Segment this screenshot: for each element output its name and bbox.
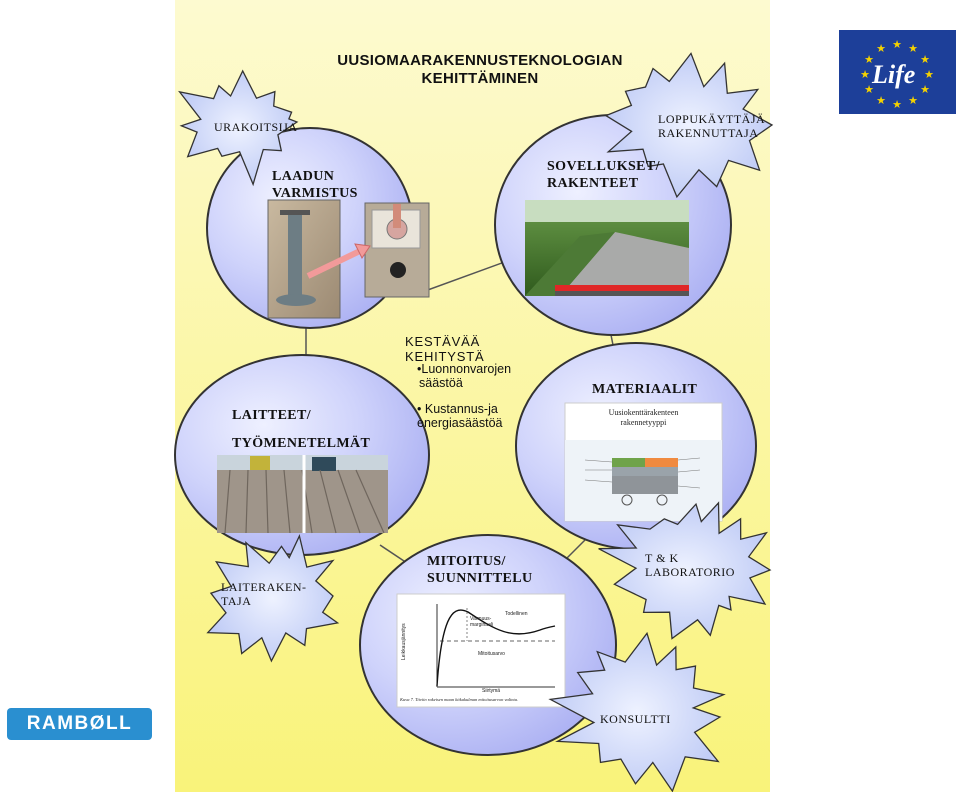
applications-label bbox=[547, 158, 660, 192]
svg-text:★: ★ bbox=[892, 38, 902, 51]
svg-text:★: ★ bbox=[864, 53, 874, 66]
star-end-user-label bbox=[658, 112, 765, 140]
svg-text:★: ★ bbox=[876, 42, 886, 55]
design-label bbox=[427, 553, 533, 587]
star-end-user-line1: LOPPUKÄYTTÄJÄ bbox=[658, 112, 766, 126]
title-line2: KEHITTÄMINEN bbox=[421, 70, 539, 87]
center-item-2-line2: energiasäästöä bbox=[417, 416, 503, 430]
center-heading-line1: KESTÄVÄÄ bbox=[405, 334, 481, 349]
center-heading-line2: KEHITYSTÄ bbox=[405, 349, 485, 364]
star-contractor-label: URAKOITSIJA bbox=[214, 120, 298, 134]
life-logo-text: Life bbox=[872, 60, 916, 89]
star-end-user-line2: RAKENNUTTAJA bbox=[658, 126, 759, 140]
star-lab-line2: LABORATORIO bbox=[645, 565, 735, 579]
equipment-label-line1: LAITTEET/ bbox=[232, 408, 312, 423]
center-item-2-text: Kustannus-ja bbox=[424, 402, 498, 416]
materials-figure-title-line1: Uusiokenttärakenteen bbox=[608, 408, 679, 417]
svg-text:★: ★ bbox=[892, 98, 902, 111]
svg-text:★: ★ bbox=[920, 83, 930, 96]
materials-figure-title bbox=[565, 408, 722, 428]
equipment-label bbox=[232, 402, 370, 458]
quality-photo-left bbox=[268, 200, 340, 318]
center-item-1-line1: •Luonnonvarojen bbox=[417, 362, 512, 376]
star-consultant-label: KONSULTTI bbox=[600, 712, 671, 726]
ramboll-logo: RAMBØLL bbox=[7, 708, 152, 740]
star-equipment-maker-line2: TAJA bbox=[221, 594, 252, 608]
center-item-1 bbox=[417, 362, 511, 390]
road-photo bbox=[525, 200, 689, 296]
design-label-line1: MITOITUS/ bbox=[427, 554, 506, 569]
poster-title bbox=[300, 52, 660, 88]
applications-label-line2: RAKENTEET bbox=[547, 176, 639, 191]
quality-label-line1: LAADUN bbox=[272, 169, 335, 184]
design-caption: Kuva 7. Tiiviin rakeisen maan kitkakulman mitoitusarvon valinta. bbox=[400, 697, 519, 702]
star-lab-label bbox=[645, 551, 735, 579]
materials-figure-title-line2: rakennetyyppi bbox=[620, 418, 667, 427]
center-heading bbox=[405, 334, 484, 364]
svg-text:★: ★ bbox=[860, 68, 870, 81]
star-equipment-maker-line1: LAITERAKEN- bbox=[221, 580, 307, 594]
design-xlabel: Siirtymä bbox=[482, 688, 501, 694]
equipment-photo bbox=[217, 455, 388, 533]
svg-text:★: ★ bbox=[924, 68, 934, 81]
title-line1: UUSIOMAARAKENNUSTEKNOLOGIAN bbox=[337, 52, 623, 69]
quality-label-line2: VARMISTUS bbox=[272, 186, 358, 201]
applications-label-line1: SOVELLUKSET/ bbox=[547, 159, 660, 174]
quality-photo-right bbox=[365, 203, 429, 297]
design-label-line2: SUUNNITTELU bbox=[427, 571, 533, 586]
center-item-1-text: Luonnonvarojen bbox=[421, 362, 512, 376]
materials-label: MATERIAALIT bbox=[592, 382, 698, 397]
center-item-2 bbox=[417, 402, 502, 430]
design-ylabel: Leikkausjännitys bbox=[401, 623, 407, 660]
equipment-label-line2: TYÖMENETELMÄT bbox=[232, 436, 371, 451]
center-item-1-line2: säästöä bbox=[419, 376, 463, 390]
svg-text:★: ★ bbox=[908, 42, 918, 55]
svg-text:★: ★ bbox=[908, 94, 918, 107]
svg-text:★: ★ bbox=[876, 94, 886, 107]
design-residual-label: Mitoitusarvo bbox=[478, 651, 505, 657]
svg-text:★: ★ bbox=[864, 83, 874, 96]
design-curve-label: Todellinen bbox=[505, 611, 528, 617]
star-lab-line1: T & K bbox=[645, 551, 679, 565]
svg-text:★: ★ bbox=[920, 53, 930, 66]
quality-label bbox=[272, 168, 358, 202]
design-peak-label: Varmuus-marginaali bbox=[470, 616, 494, 628]
star-equipment-maker-label bbox=[221, 580, 306, 608]
center-item-2-line1: • Kustannus-ja bbox=[417, 402, 498, 416]
